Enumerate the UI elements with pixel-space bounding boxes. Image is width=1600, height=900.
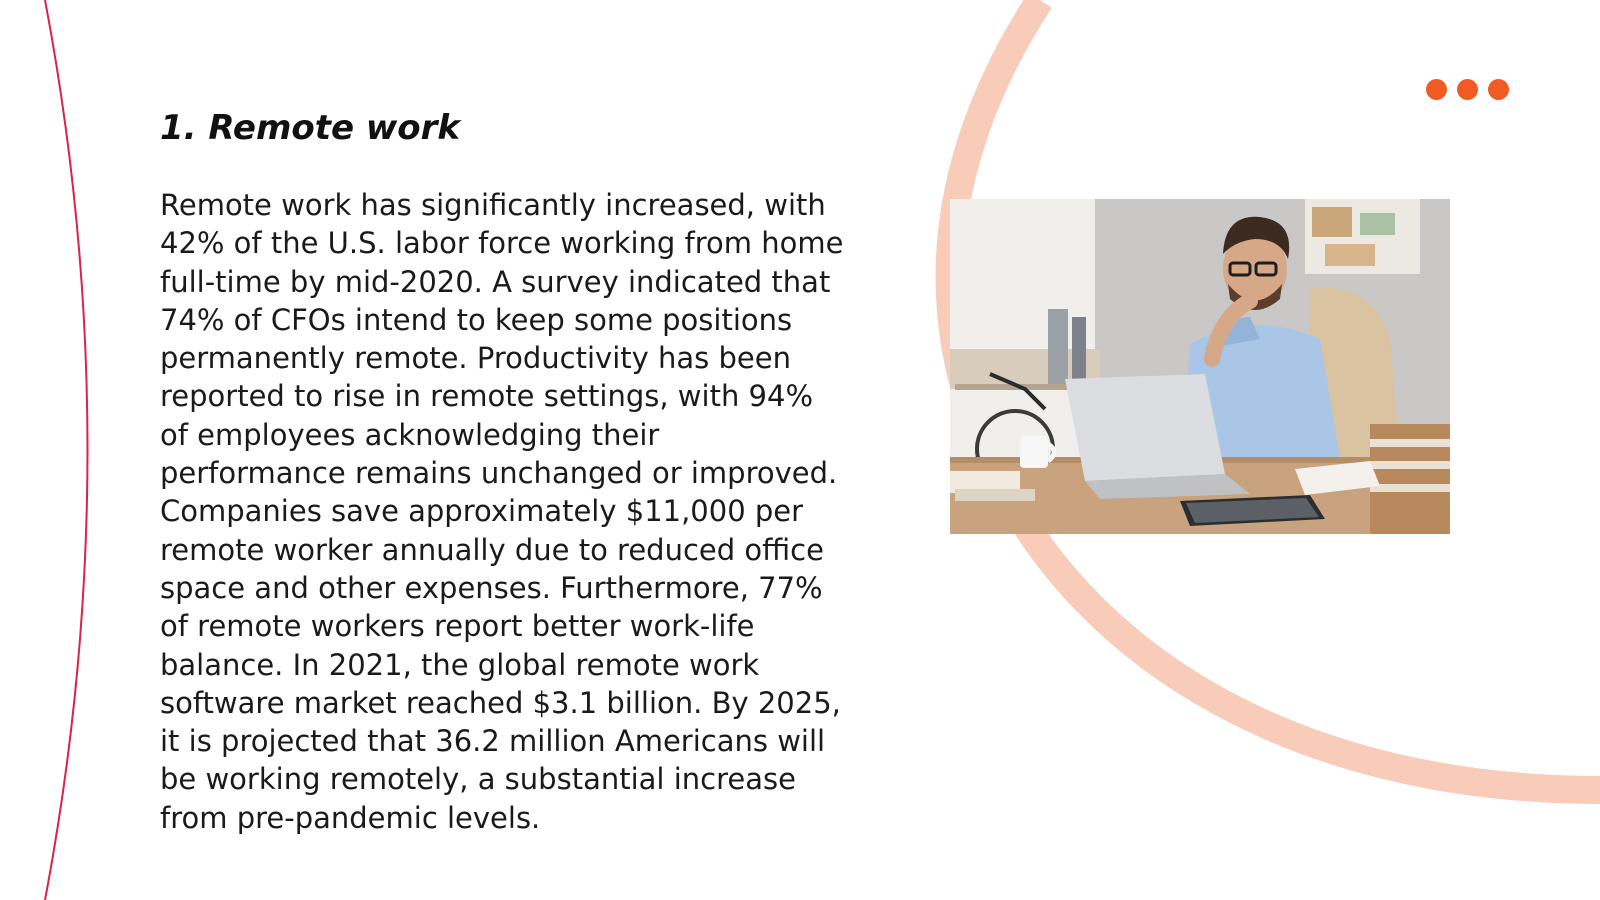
slide-title: 1. Remote work: [160, 108, 461, 148]
dot-3: [1488, 79, 1509, 100]
slide-body-text: Remote work has significantly increased, with 42% of the U.S. labor force working from home full-time by mid-2020. A survey indicated that 74% of CFOs intend to keep some positions permanently remote. Productivity has been reported to rise in remote settings, with 94% of employees acknowledging their performance remains unchanged or improved. Companies save approximately $11,000 per remote worker annually due to reduced office space and other expenses. Furthermore, 77% of remote workers report better work-life balance. In 2021, the global remote work software market reached $3.1 billion. By 2025, it is projected that 36.2 million Americans will be working remotely, a substantial increase from pre-pandemic levels.: [160, 188, 844, 835]
man-at-laptop-photo: [950, 199, 1450, 534]
photo-illustration: [950, 199, 1450, 534]
more-dots-icon[interactable]: [1426, 79, 1509, 100]
dot-2: [1457, 79, 1478, 100]
dot-1: [1426, 79, 1447, 100]
left-border-curve: [45, 0, 88, 900]
